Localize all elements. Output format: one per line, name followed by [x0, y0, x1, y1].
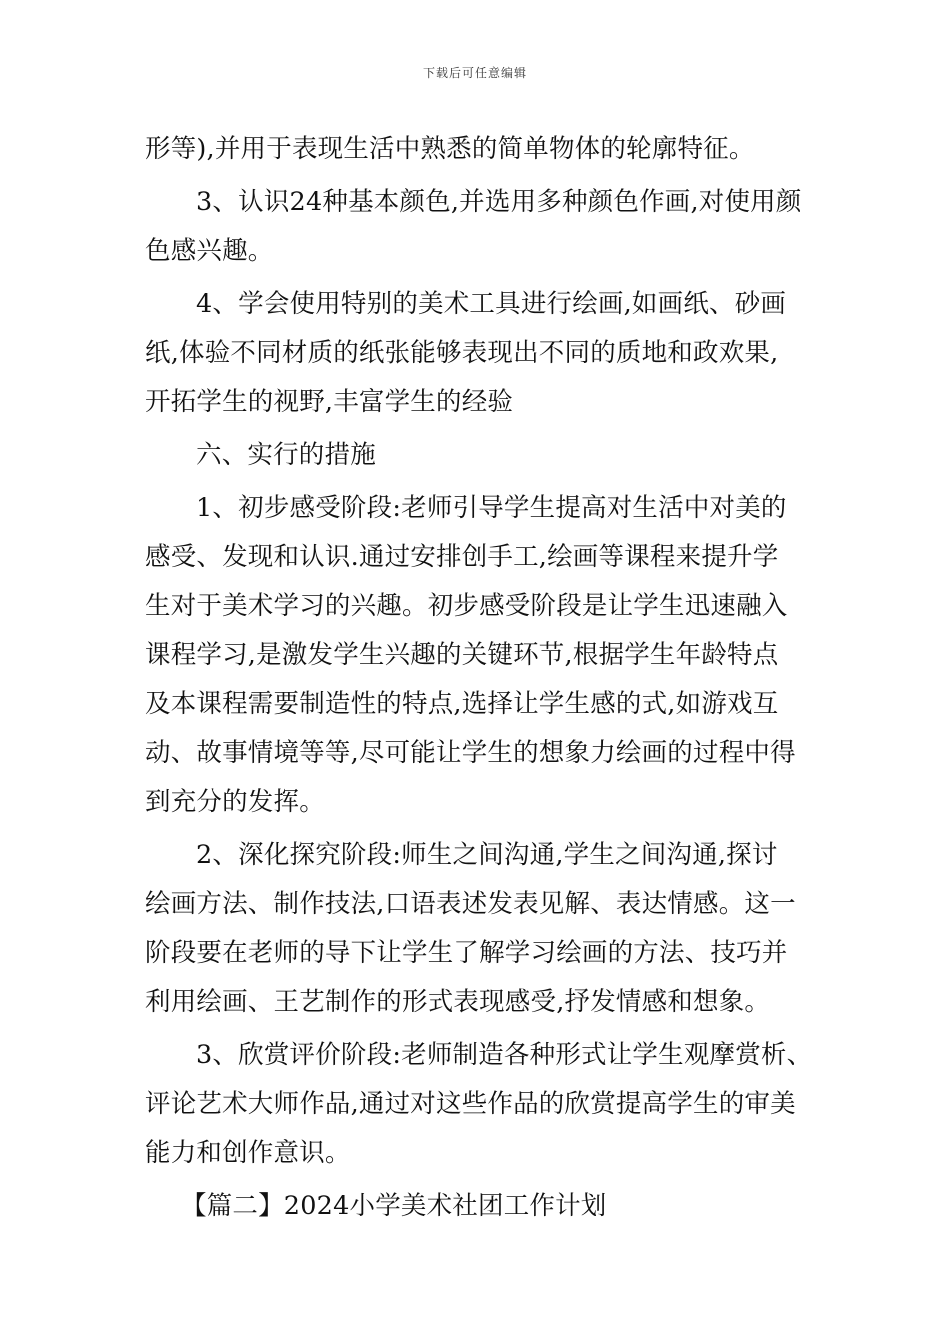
text-line: 绘画方法、制作技法,口语表述发表见解、表达情感。这一 — [145, 889, 796, 919]
text-line: 2、深化探究阶段:师生之间沟通,学生之间沟通,探讨 — [196, 840, 778, 870]
text-line: 及本课程需要制造性的特点,选择让学生感的式,如游戏互 — [145, 689, 779, 719]
text-line: 利用绘画、王艺制作的形式表现感受,抒发情感和想象。 — [145, 987, 771, 1017]
text-line: 开拓学生的视野,丰富学生的经验 — [145, 387, 514, 417]
text-line: 到充分的发挥。 — [145, 787, 325, 817]
text-line: 3、欣赏评价阶段:老师制造各种形式让学生观摩赏析、 — [196, 1040, 813, 1070]
text-line: 评论艺术大师作品,通过对这些作品的欣赏提高学生的审美 — [145, 1089, 796, 1119]
text-line: 感受、发现和认识.通过安排创手工,绘画等课程来提升学 — [145, 542, 779, 572]
text-line: 色感兴趣。 — [145, 236, 274, 266]
text-line: 课程学习,是激发学生兴趣的关键环节,根据学生年龄特点 — [145, 640, 779, 670]
text-line: 能力和创作意识。 — [145, 1138, 351, 1168]
section-title: 【篇二】2024小学美术社团工作计划 — [181, 1191, 607, 1221]
text-line: 纸,体验不同材质的纸张能够表现出不同的质地和政欢果, — [145, 338, 779, 368]
document-body — [145, 125, 815, 1231]
page-header: 下载后可任意编辑 — [422, 66, 527, 80]
text-line: 生对于美术学习的兴趣。初步感受阶段是让学生迅速融入 — [145, 591, 788, 621]
text-line: 阶段要在老师的导下让学生了解学习绘画的方法、技巧并 — [145, 938, 788, 968]
text-line: 1、初步感受阶段:老师引导学生提高对生活中对美的 — [196, 493, 787, 523]
text-line: 形等),并用于表现生活中熟悉的简单物体的轮廓特征。 — [145, 134, 755, 164]
text-line: 动、故事情境等等,尽可能让学生的想象力绘画的过程中得 — [145, 738, 796, 768]
text-line: 3、认识24种基本颜色,并选用多种颜色作画,对使用颜 — [196, 187, 802, 217]
section-heading: 六、实行的措施 — [196, 440, 376, 470]
text-line: 4、学会使用特别的美术工具进行绘画,如画纸、砂画 — [196, 289, 787, 319]
